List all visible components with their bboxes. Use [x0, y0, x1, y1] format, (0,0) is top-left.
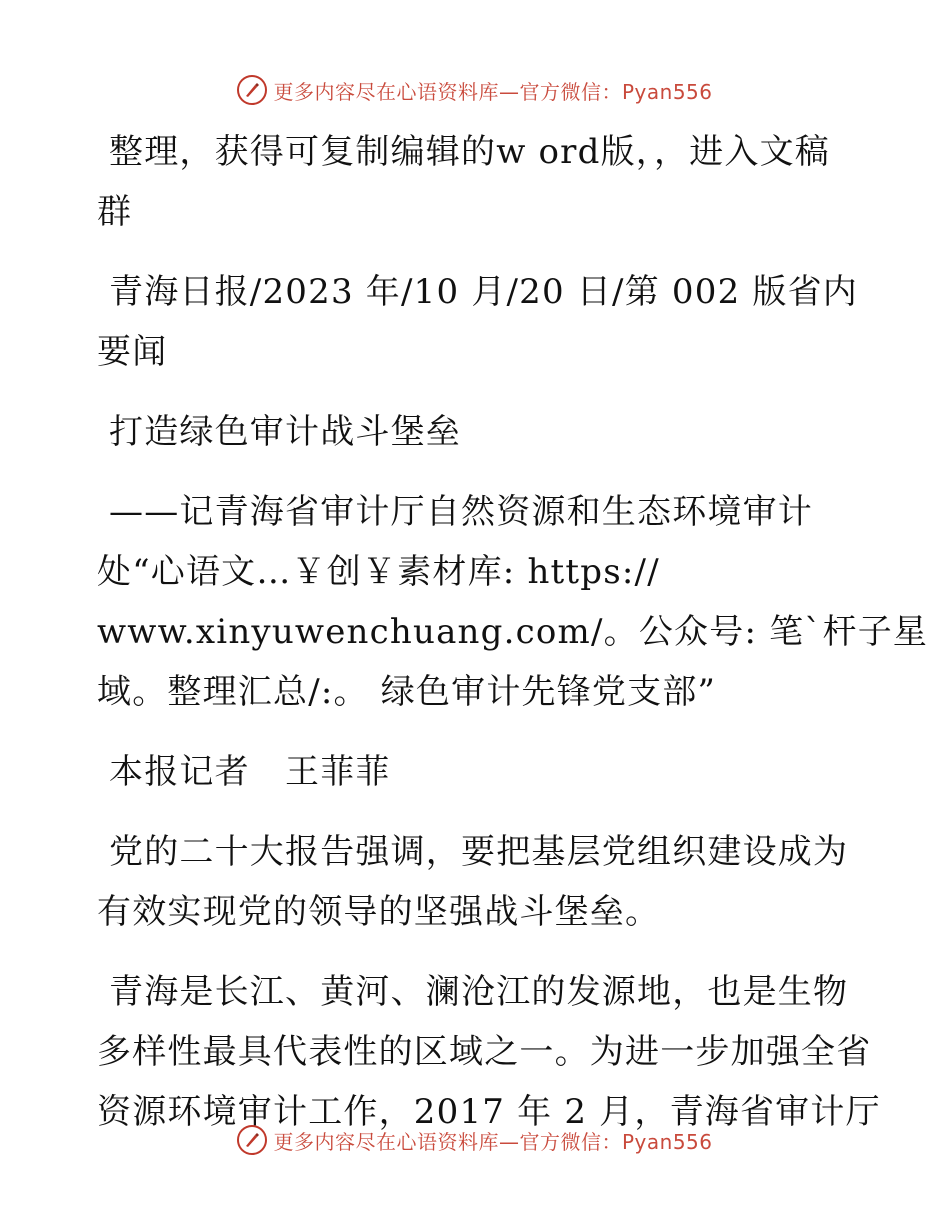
text-line: www.xinyuwenchuang.com/。公众号: 笔`杆子星	[97, 612, 929, 652]
pen-logo-icon	[237, 1125, 267, 1155]
text-line: 有效实现党的领导的坚强战斗堡垒。	[97, 892, 661, 932]
paragraph-body-2	[97, 962, 881, 1142]
text-line: 青海是长江、黄河、澜沧江的发源地，也是生物	[109, 972, 849, 1012]
document-body	[97, 122, 929, 1162]
paragraph-body-1	[97, 822, 857, 942]
watermark-banner-top	[0, 70, 950, 110]
watermark-text	[273, 1126, 712, 1155]
watermark-banner-bottom	[0, 1120, 950, 1160]
text-line: 要闻	[97, 332, 168, 372]
text-line: 党的二十大报告强调，要把基层党组织建设成为	[109, 832, 849, 872]
text-line: 处“心语文…￥创￥素材库: https://	[97, 552, 660, 592]
watermark-label: 更多内容尽在心语资料库—官方微信：	[273, 1129, 622, 1154]
paragraph-intro	[97, 122, 857, 242]
text-line: 群	[97, 192, 133, 232]
reporter-byline	[97, 742, 857, 802]
watermark-label: 更多内容尽在心语资料库—官方微信：	[273, 79, 622, 104]
watermark-wechat-id: Pyan556	[621, 1129, 713, 1154]
text-line: 资源环境审计工作，2017 年 2 月，青海省审计厅	[97, 1092, 881, 1132]
watermark-wechat-id: Pyan556	[621, 79, 713, 104]
article-title	[97, 402, 857, 462]
text-line: 整理，获得可复制编辑的w ord版，，进入文稿	[109, 132, 830, 172]
article-subtitle	[97, 482, 929, 722]
text-line: 域。整理汇总/:。 绿色审计先锋党支部”	[97, 672, 717, 712]
text-line: 多样性最具代表性的区域之一。为进一步加强全省	[97, 1032, 872, 1072]
pen-logo-icon	[237, 75, 267, 105]
text-line: 青海日报/2023 年/10 月/20 日/第 002 版省内	[109, 272, 859, 312]
paragraph-source	[97, 262, 857, 382]
text-line: 打造绿色审计战斗堡垒	[109, 412, 461, 452]
watermark-text	[273, 76, 712, 105]
text-line: ——记青海省审计厅自然资源和生态环境审计	[109, 492, 813, 532]
text-line: 本报记者 王菲菲	[109, 752, 391, 792]
